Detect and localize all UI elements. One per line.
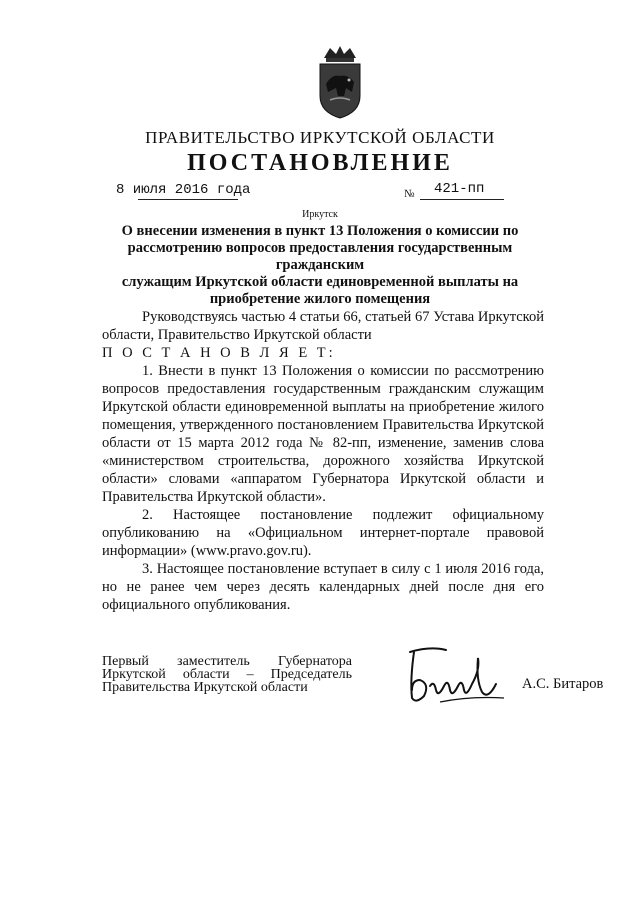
coat-of-arms-icon (316, 44, 364, 120)
signer-name: А.С. Битаров (522, 676, 604, 692)
subject-line: приобретение жилого помещения (209, 291, 431, 307)
decree-number: 421-пп (434, 181, 485, 197)
document-type-title: ПОСТАНОВЛЕНИЕ (187, 150, 453, 176)
number-sign: № (404, 188, 415, 200)
subject-line: рассмотрению вопросов предоставления государственным гражданским (127, 240, 513, 273)
signer-title-line: Первый заместитель Губернатора (102, 654, 352, 669)
item-paragraph: 3. Настоящее постановление вступает в силу с 1 июля 2016 года, но не ранее чем через десять календарных дней после дня его официального опубликования. (102, 561, 544, 613)
number-underline (420, 199, 504, 200)
item-paragraph: 1. Внести в пункт 13 Положения о комиссии по рассмотрению вопросов предоставления государственным гражданским служащим Иркутской области единовременной выплаты на приобретение жилого помещения, утвержденного постановлением Правительства Иркутской области от 15 марта 2012 года № 82-пп, изменение, заменив слова «министерством строительства, дорожного хозяйства Иркутской области» словами «аппаратом Губернатора Иркутской области и Правительства Иркутской области». (102, 363, 544, 505)
subject-line: служащим Иркутской области единовременной выплаты на (121, 274, 519, 290)
preamble-paragraph: Руководствуясь частью 4 статьи 66, статьей 67 Устава Иркутской области, Правительство Иркутской области (102, 309, 544, 343)
ruling-word: П О С Т А Н О В Л Я Е Т: (102, 345, 336, 361)
decree-date: 8 июля 2016 года (116, 182, 251, 198)
government-name: ПРАВИТЕЛЬСТВО ИРКУТСКОЙ ОБЛАСТИ (145, 128, 495, 147)
city-name: Иркутск (302, 209, 338, 220)
signer-title (102, 655, 352, 694)
signer-title-line: Правительства Иркутской области (102, 680, 308, 695)
signer-title-line: Иркутской области – Председатель (102, 667, 352, 682)
date-underline (138, 199, 238, 200)
subject-line: О внесении изменения в пункт 13 Положения о комиссии по (121, 223, 519, 239)
decree-body (102, 308, 544, 614)
handwritten-signature-icon (400, 640, 510, 710)
item-paragraph: 2. Настоящее постановление подлежит официальному опубликованию на «Официальном интернет-портале правовой информации» (www.pravo.gov.ru). (102, 507, 544, 559)
decree-subject (100, 223, 540, 308)
